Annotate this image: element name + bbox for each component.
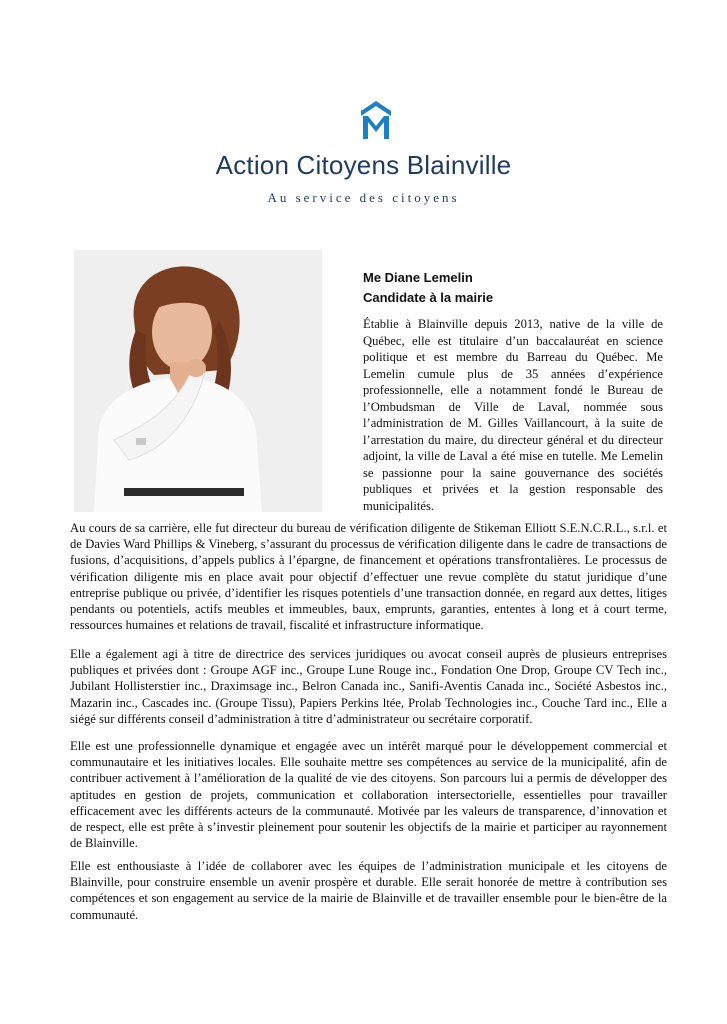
bio-paragraph-career: Au cours de sa carrière, elle fut directeur du bureau de vérification diligente de Stikeman Elliott S.E.N.C.R.L., s.r.l. et de Davies Ward Phillips & Vineberg, s’assurant du processus de vérification diligente dans le cadre de transactions de fusions, d’acquisitions, d’appels publics à l’épargne, de financement et opérations transfrontalières. Le processus de vérification diligente mis en place avait pour objectif d’effectuer une revue complète du statut juridique d’une entreprise publique ou privée, d’identifier les risques potentiels d’une transaction donnée, en regard aux dettes, litiges pendants ou potentiels, actifs meubles et immeubles, baux, emprunts, garanties, ententes à long et à court terme, ressources humaines et relations de travail, fiscalité et infrastructure informatique. <box>70 521 667 633</box>
bio-intro-paragraph: Établie à Blainville depuis 2013, native de la ville de Québec, elle est titulaire d’un baccalauréat en science politique et est membre du Barreau du Québec. Me Lemelin cumule plus de 35 années d’expérience professionnelle, elle a notamment fondé le Bureau de l’Ombudsman de Ville de Laval, nommée sous l’administration de M. Gilles Vaillancourt, à la suite de l’arrestation du maire, du directeur général et du directeur adjoint, la ville de Laval a été mise en tutelle. Me Lemelin se passionne pour la saine gouvernance des sociétés publiques et privées et la gestion responsable des municipalités. <box>363 317 663 513</box>
bio-paragraph-legal: Elle a également agi à titre de directrice des services juridiques ou avocat conseil auprès de plusieurs entreprises publiques et privées dont : Groupe AGF inc., Groupe Lune Rouge inc., Fondation One Drop, Groupe CV Tech inc., Jubilant Hollisterstier inc., Draximsage inc., Belron Canada inc., Sanifi-Aventis Canada inc., Société Asbestos inc., Mazarin inc., Cascades inc. (Groupe Tissu), Papiers Perkins ltée, Prolab Technologies inc., Couche Tard inc., Elle a siégé sur différents conseil d’administration à titre d’administrateur ou secrétaire corporatif. <box>70 647 667 726</box>
bio-paragraph-profile: Elle est une professionnelle dynamique et engagée avec un intérêt marqué pour le développement commercial et communautaire et les initiatives locales. Elle souhaite mettre ses compétences au service de la municipalité, afin de contribuer activement à l’amélioration de la qualité de vie des citoyens. Son parcours lui a permis de développer des aptitudes en gestion de projets, communication et collaboration intersectorielle, essentielles pour travailler efficacement avec les différents acteurs de la communauté. Motivée par les valeurs de transparence, d’innovation et de respect, elle est prête à s’investir pleinement pour soutenir les objectifs de la mairie et participer au rayonnement de Blainville. <box>70 739 667 851</box>
candidate-role: Candidate à la mairie <box>363 290 494 305</box>
candidate-name: Me Diane Lemelin <box>363 270 473 285</box>
org-name: Action Citoyens Blainville <box>215 150 512 180</box>
org-logo-icon <box>361 101 391 139</box>
bio-paragraph-closing: Elle est enthousiaste à l’idée de collaborer avec les équipes de l’administration municipale et les citoyens de Blainville, pour construire ensemble un avenir prospère et durable. Elle serait honorée de mettre à contribution ses compétences et son engagement au service de la mairie de Blainville et de travailler ensemble pour le bien-être de la communauté. <box>70 859 667 922</box>
candidate-photo <box>74 250 322 512</box>
org-tagline: Au service des citoyens <box>267 190 460 205</box>
portrait-photo-icon <box>74 250 322 512</box>
